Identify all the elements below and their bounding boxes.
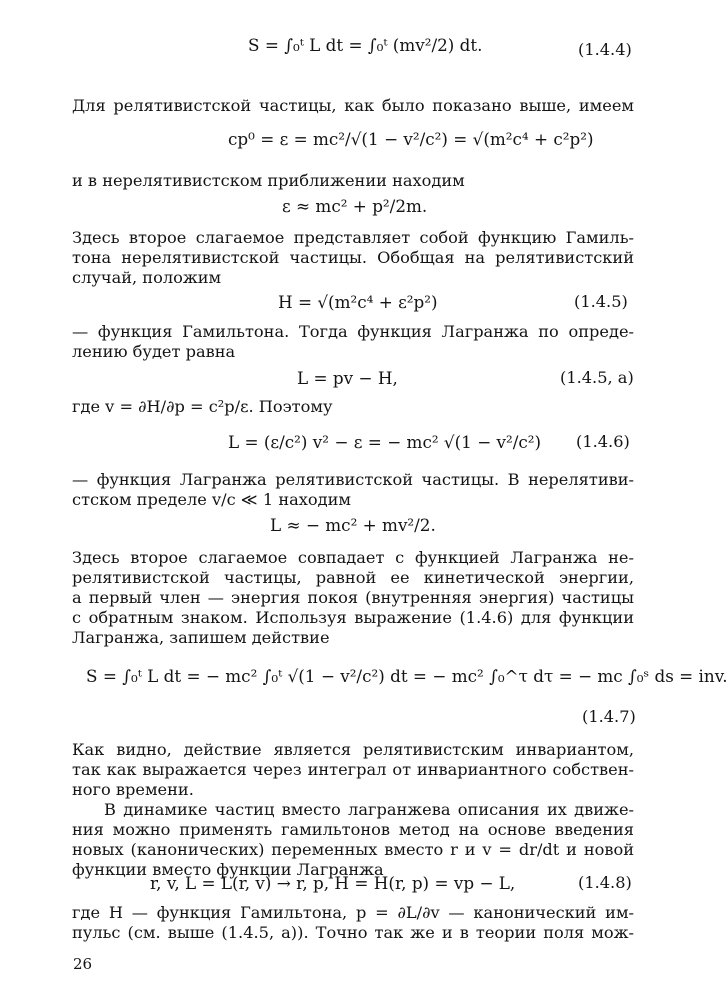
paragraph-line: тона нерелятивистской частицы. Обобщая на релятивистский [72, 248, 634, 267]
paragraph-line: стском пределе v/c ≪ 1 находим [72, 490, 351, 509]
equation-1-4-8: r, v, L = L(r, v) → r, p, H = H(r, p) = vp − L, [150, 873, 516, 893]
paragraph-line: пульс (см. выше (1.4.5, а)). Точно так же и в теории поля мож- [72, 923, 634, 942]
page-number: 26 [73, 955, 93, 973]
paragraph-line: ного времени. [72, 780, 194, 799]
paragraph-line: Здесь второе слагаемое совпадает с функцией Лагранжа не- [72, 548, 634, 567]
equation-number: (1.4.5) [574, 292, 628, 311]
equation-number: (1.4.5, а) [560, 368, 634, 387]
equation-L-approx: L ≈ − mc² + mv²/2. [270, 515, 436, 535]
paragraph-line: Для релятивистской частицы, как было показано выше, имеем [72, 96, 634, 115]
paragraph-line: новых (канонических) переменных вместо r и v = dr/dt и новой [72, 840, 634, 859]
paragraph-line: ния можно применять гамильтонов метод на основе введения [72, 820, 634, 839]
equation-number: (1.4.6) [576, 432, 630, 451]
paragraph-line: функции вместо функции Лагранжа [72, 860, 384, 879]
paragraph-line: релятивистской частицы, равной ее кинетической энергии, [72, 568, 634, 587]
equation-number: (1.4.4) [578, 40, 632, 59]
equation-1-4-5: H = √(m²c⁴ + ε²p²) [278, 292, 438, 312]
paragraph-line: В динамике частиц вместо лагранжева описания их движе- [104, 800, 634, 819]
paragraph-line: где v = ∂H/∂p = c²p/ε. Поэтому [72, 397, 333, 416]
equation-1-4-4 [248, 34, 483, 56]
paragraph-line: Здесь второе слагаемое представляет собой функцию Гамиль- [72, 228, 634, 247]
equation-formula: S = ∫₀ᵗ L dt = ∫₀ᵗ (mv²/2) dt. [248, 35, 483, 55]
paragraph-line: и в нерелятивистском приближении находим [72, 171, 465, 190]
paragraph-line: лению будет равна [72, 342, 236, 361]
paragraph-line: случай, положим [72, 268, 222, 287]
equation-cp0: cp⁰ = ε = mc²/√(1 − v²/c²) = √(m²c⁴ + c²p²) [228, 129, 594, 149]
equation-number: (1.4.7) [582, 707, 636, 726]
paragraph-line: так как выражается через интеграл от инвариантного собствен- [72, 760, 634, 779]
equation-epsilon-approx: ε ≈ mc² + p²/2m. [282, 196, 428, 216]
paragraph-line: а первый член — энергия покоя (внутренняя энергия) частицы [72, 588, 634, 607]
paragraph-line: с обратным знаком. Используя выражение (1.4.6) для функции [72, 608, 634, 627]
equation-number: (1.4.8) [578, 873, 632, 892]
equation-1-4-5a: L = pv − H, [297, 368, 398, 388]
paragraph-line: — функция Лагранжа релятивистской частицы. В нерелятиви- [72, 470, 634, 489]
equation-1-4-7: S = ∫₀ᵗ L dt = − mc² ∫₀ᵗ √(1 − v²/c²) dt = − mc² ∫₀^τ dτ = − mc ∫₀ˢ ds = inv. [86, 666, 728, 686]
paragraph-line: — функция Гамильтона. Тогда функция Лагранжа по опреде- [72, 322, 634, 341]
equation-1-4-6: L = (ε/c²) v² − ε = − mc² √(1 − v²/c²) [228, 432, 542, 452]
paragraph-line: Как видно, действие является релятивистским инвариантом, [72, 740, 634, 759]
paragraph-line: где H — функция Гамильтона, p = ∂L/∂v — канонический им- [72, 903, 634, 922]
paragraph-line: Лагранжа, запишем действие [72, 628, 330, 647]
